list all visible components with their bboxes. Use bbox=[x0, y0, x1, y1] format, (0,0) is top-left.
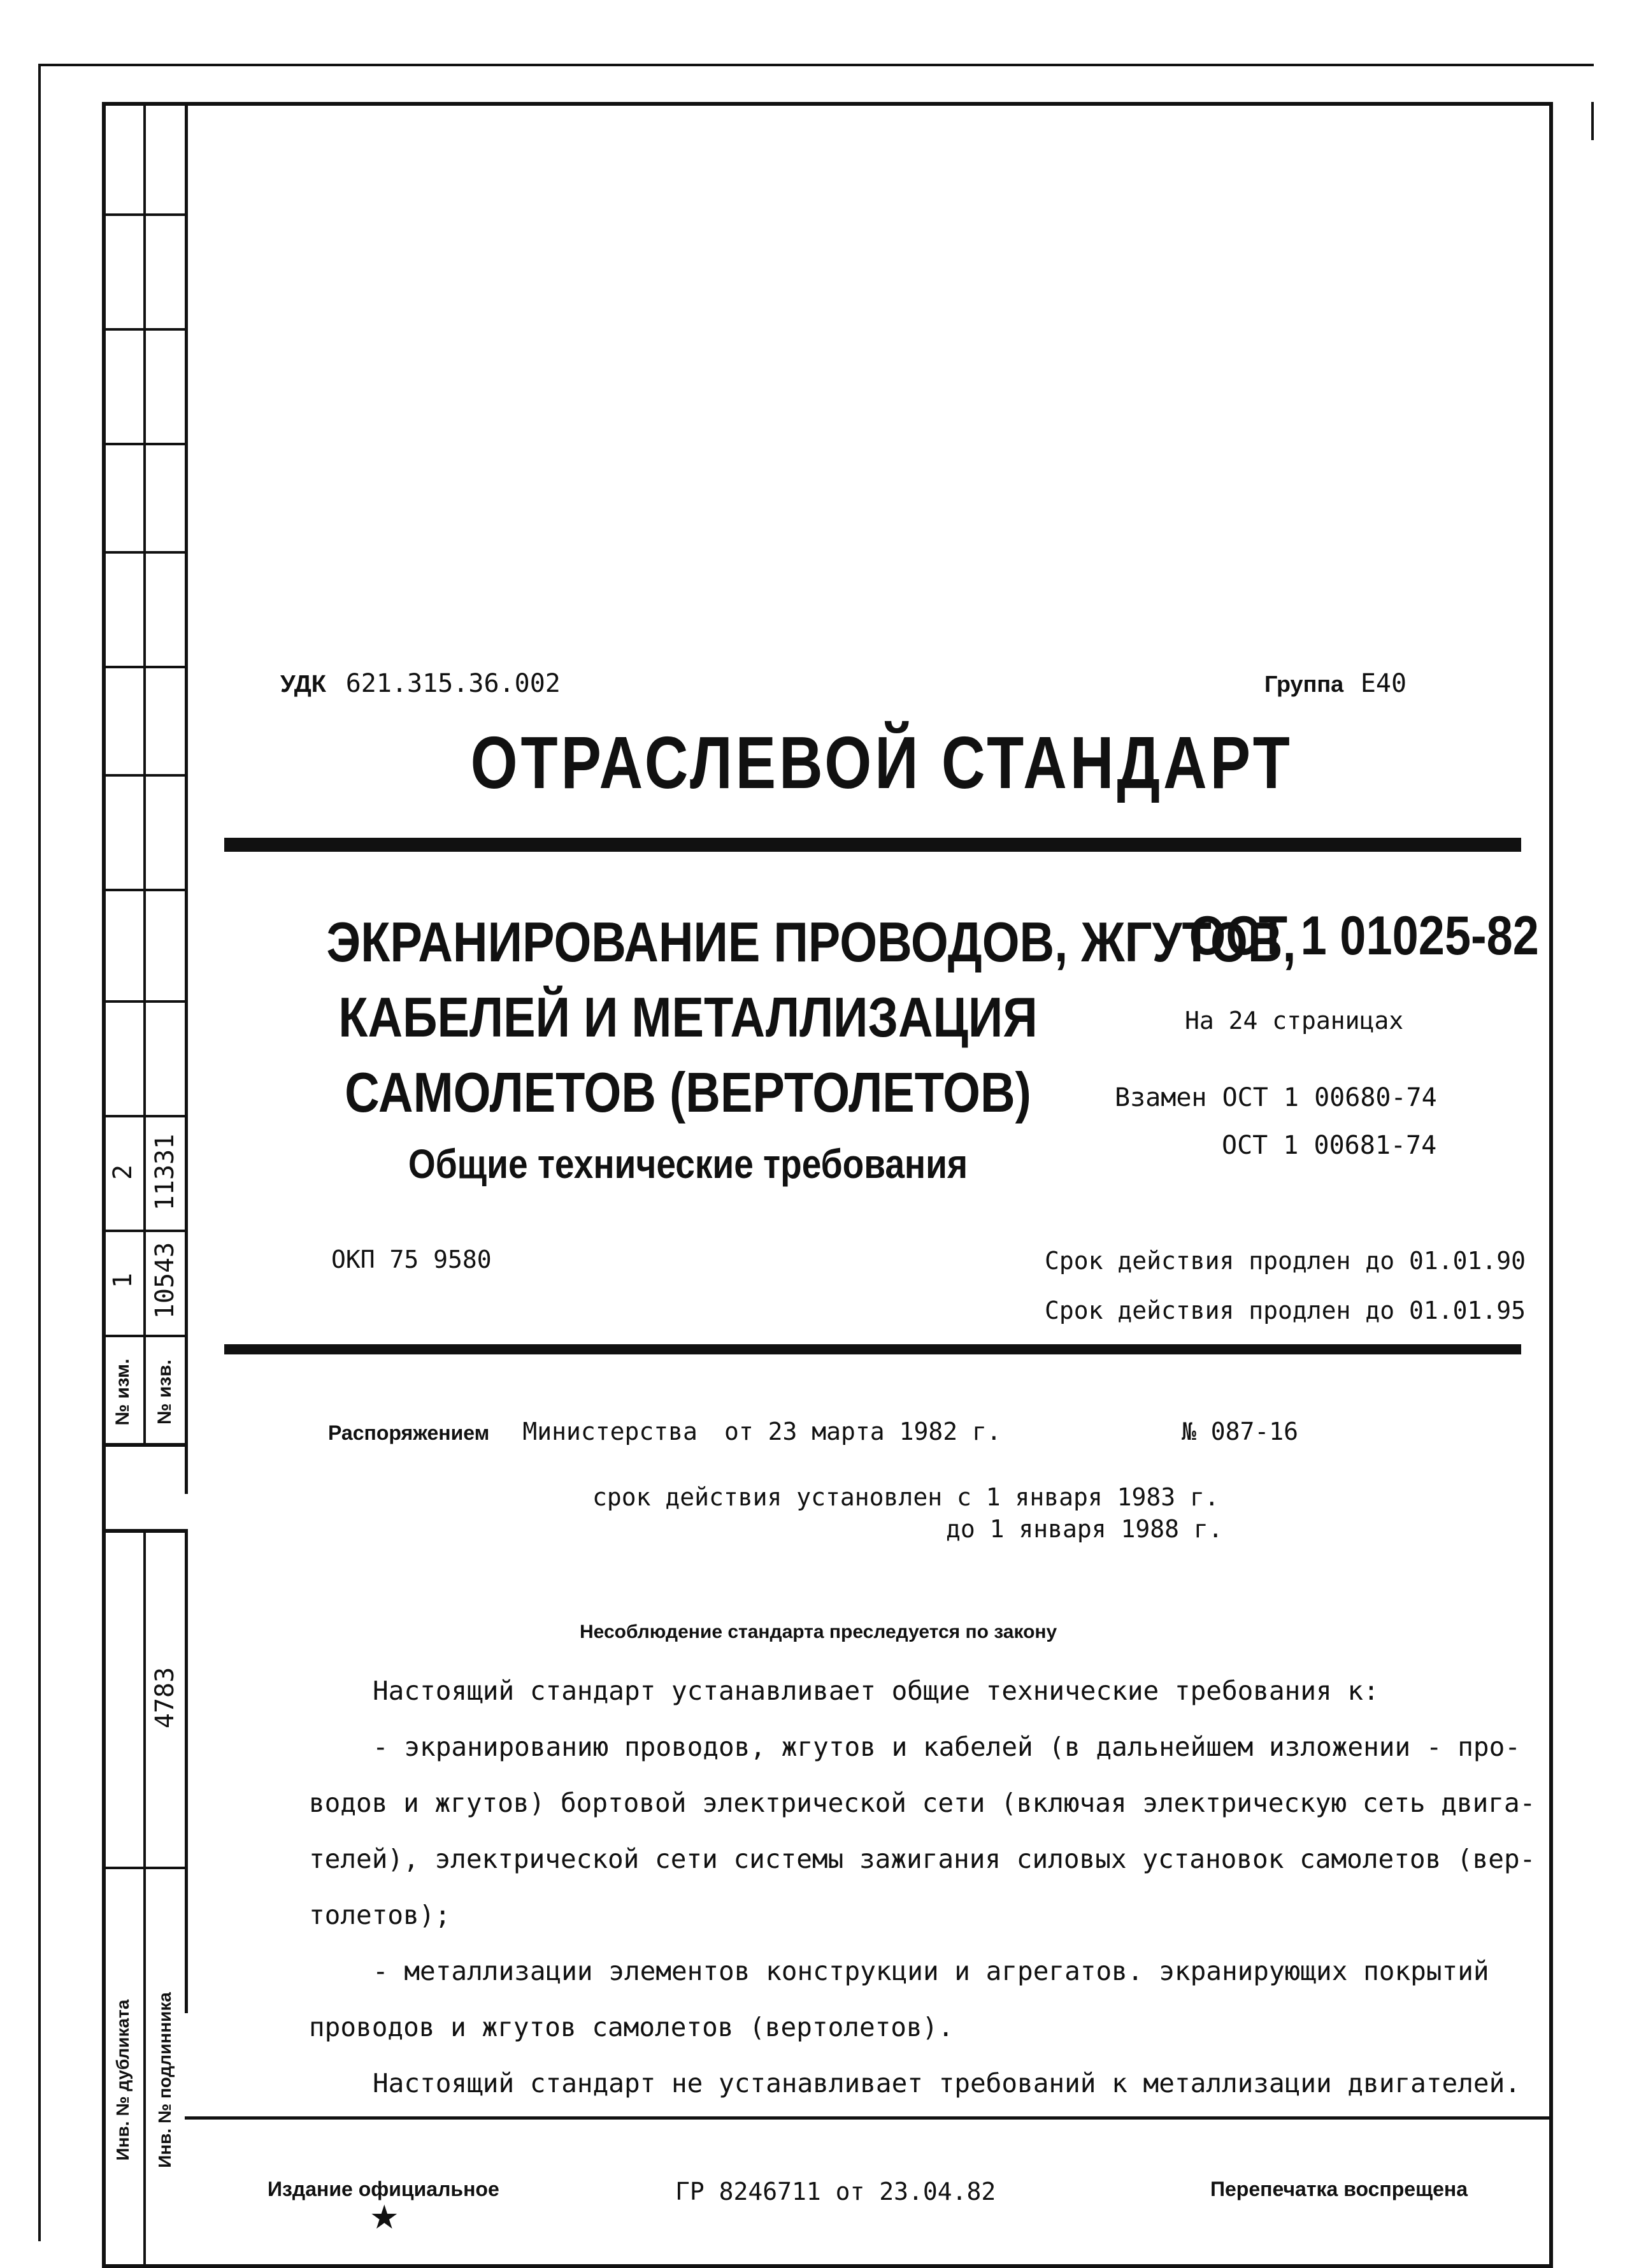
sheet-right-tick bbox=[1591, 102, 1594, 140]
change-number-2: 2 bbox=[108, 1164, 138, 1181]
group-label: Группа bbox=[1264, 671, 1344, 697]
validity-period-from: срок действия установлен с 1 января 1983 г. bbox=[592, 1483, 1219, 1511]
title-line-1: ЭКРАНИРОВАНИЕ ПРОВОДОВ, ЖГУТОВ, bbox=[326, 910, 1296, 973]
margin-cell-line bbox=[102, 889, 187, 891]
order-number: № 087-16 bbox=[1182, 1418, 1299, 1446]
margin-cell-line bbox=[102, 1335, 187, 1337]
body-paragraph-1: Настоящий стандарт устанавливает общие технические требования к: bbox=[373, 1676, 1379, 1706]
group-value: Е40 bbox=[1360, 669, 1407, 698]
margin-inner-border-lower bbox=[185, 1529, 188, 2013]
heading-rule bbox=[224, 838, 1521, 852]
udk-line bbox=[280, 669, 561, 698]
standard-type-heading: ОТРАСЛЕВОЙ СТАНДАРТ bbox=[470, 721, 1293, 804]
document-subtitle: Общие технические требования bbox=[408, 1141, 968, 1187]
sheet-left-edge bbox=[38, 64, 41, 2241]
replaces-line-1: Взамен ОСТ 1 00680-74 bbox=[1115, 1083, 1437, 1112]
replaces-line-2: ОСТ 1 00681-74 bbox=[1222, 1131, 1437, 1160]
group-line bbox=[1264, 669, 1407, 698]
state-registration: ГР 8246711 от 23.04.82 bbox=[675, 2178, 996, 2206]
order-label: Распоряжением bbox=[328, 1421, 490, 1444]
footer-rule-line bbox=[185, 2116, 1553, 2120]
doc-number-1: 10543 bbox=[150, 1242, 180, 1319]
margin-cell-line-thick bbox=[102, 1443, 187, 1447]
margin-cell-line bbox=[102, 1230, 187, 1232]
change-number-label: № изм. bbox=[112, 1358, 133, 1426]
star-icon: ★ bbox=[369, 2199, 399, 2237]
order-date: от 23 марта 1982 г. bbox=[724, 1418, 1001, 1446]
body-paragraph-2-line-1: - экранированию проводов, жгутов и кабелей (в дальнейшем изложении - про- bbox=[373, 1732, 1521, 1762]
udk-label: УДК bbox=[280, 671, 326, 698]
margin-inner-border bbox=[185, 102, 188, 1494]
validity-rule bbox=[224, 1344, 1521, 1354]
margin-cell-line-thick bbox=[102, 1529, 187, 1533]
title-line-3: САМОЛЕТОВ (ВЕРТОЛЕТОВ) bbox=[345, 1061, 1031, 1124]
title-line-2: КАБЕЛЕЙ И МЕТАЛЛИЗАЦИЯ bbox=[338, 986, 1038, 1049]
margin-cell-line bbox=[102, 443, 187, 445]
body-paragraph-4: Настоящий стандарт не устанавливает требований к металлизации двигателей. bbox=[373, 2068, 1521, 2099]
body-paragraph-2-line-3: телей), электрической сети системы зажигания силовых установок самолетов (вер- bbox=[309, 1844, 1536, 1874]
official-edition: Издание официальное bbox=[268, 2178, 499, 2200]
margin-cell-line bbox=[102, 666, 187, 668]
udk-value: 621.315.36.002 bbox=[345, 669, 561, 698]
margin-cell-line bbox=[102, 551, 187, 554]
margin-cell-line bbox=[102, 1115, 187, 1117]
margin-column-divider bbox=[143, 102, 146, 1443]
page-count: На 24 страницах bbox=[1185, 1007, 1404, 1035]
margin-cell-line bbox=[102, 1000, 187, 1003]
body-paragraph-2-line-4: толетов); bbox=[309, 1900, 451, 1930]
law-notice: Несоблюдение стандарта преследуется по закону bbox=[580, 1621, 1057, 1642]
margin-cell-line bbox=[102, 1867, 187, 1869]
validity-period-to: до 1 января 1988 г. bbox=[946, 1515, 1223, 1543]
sheet-top-edge bbox=[39, 64, 1594, 66]
margin-cell-line bbox=[102, 774, 187, 777]
reprint-prohibited: Перепечатка воспрещена bbox=[1210, 2178, 1468, 2200]
margin-cell-line bbox=[102, 328, 187, 331]
validity-extended-2: Срок действия продлен до 01.01.95 bbox=[1045, 1296, 1526, 1324]
original-inventory-label: Инв. № подлинника bbox=[155, 1992, 175, 2168]
duplicate-inventory-label: Инв. № дубликата bbox=[113, 1999, 132, 2161]
margin-cell-line bbox=[102, 213, 187, 216]
standard-code: ОСТ 1 01025-82 bbox=[1189, 905, 1539, 966]
okp-code: ОКП 75 9580 bbox=[331, 1245, 492, 1274]
change-number-1: 1 bbox=[108, 1272, 138, 1289]
order-line bbox=[328, 1418, 1001, 1446]
margin-column-divider-lower bbox=[143, 1529, 146, 2268]
body-paragraph-3-line-2: проводов и жгутов самолетов (вертолетов). bbox=[309, 2012, 954, 2042]
order-ministry: Министерства bbox=[522, 1418, 698, 1446]
doc-number-2: 11331 bbox=[150, 1133, 180, 1211]
body-paragraph-2-line-2: водов и жгутов) бортовой электрической сети (включая электрическую сеть двига- bbox=[309, 1788, 1536, 1818]
validity-extended-1: Срок действия продлен до 01.01.90 bbox=[1045, 1247, 1526, 1275]
doc-number-label: № изв. bbox=[154, 1360, 175, 1425]
body-paragraph-3-line-1: - металлизации элементов конструкции и агрегатов. экранирующих покрытий bbox=[373, 1956, 1489, 1986]
inventory-number: 4783 bbox=[150, 1667, 180, 1729]
